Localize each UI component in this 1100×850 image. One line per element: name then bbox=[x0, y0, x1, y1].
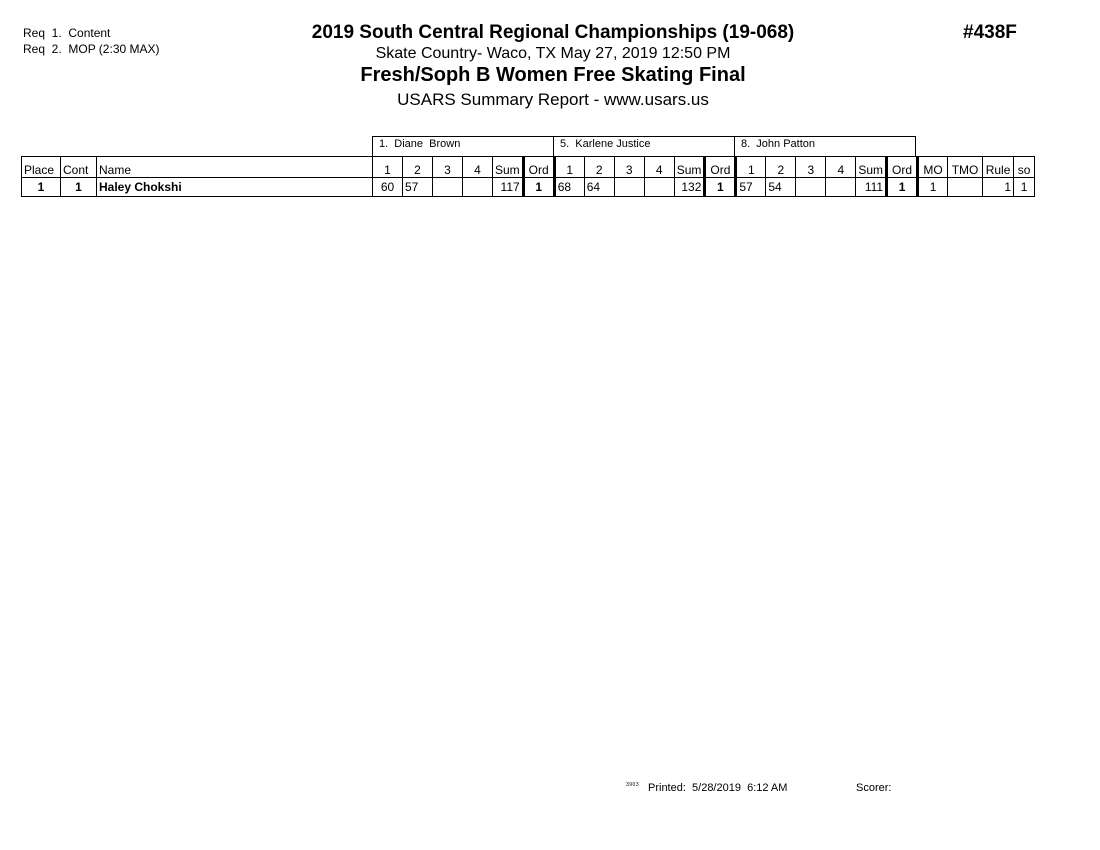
col-place: Place bbox=[22, 157, 61, 178]
judge-header-3: 8. John Patton bbox=[734, 136, 916, 156]
col-mo: MO bbox=[918, 157, 948, 178]
cell-tmo bbox=[948, 178, 983, 197]
cell-j2-ord: 1 bbox=[705, 178, 736, 197]
cell-j2-score2: 64 bbox=[584, 178, 614, 197]
cell-j3-ord: 1 bbox=[887, 178, 918, 197]
col-so: so bbox=[1014, 157, 1035, 178]
cell-j1-sum: 117 bbox=[493, 178, 524, 197]
cell-j1-score3 bbox=[433, 178, 463, 197]
col-j3-score3: 3 bbox=[796, 157, 826, 178]
cell-j3-score4 bbox=[826, 178, 856, 197]
requirements-list bbox=[23, 25, 160, 57]
col-j1-score1: 1 bbox=[373, 157, 403, 178]
report-name: USARS Summary Report - www.usars.us bbox=[397, 90, 709, 109]
cell-rule: 1 bbox=[983, 178, 1014, 197]
cell-j3-score3 bbox=[796, 178, 826, 197]
cell-j1-ord: 1 bbox=[523, 178, 554, 197]
col-j2-ord: Ord bbox=[705, 157, 736, 178]
judge-header-2: 5. Karlene Justice bbox=[553, 136, 735, 156]
requirement-item: Req 2. MOP (2:30 MAX) bbox=[23, 42, 160, 56]
col-j1-ord: Ord bbox=[523, 157, 554, 178]
col-rule: Rule bbox=[983, 157, 1014, 178]
venue-date: Skate Country- Waco, TX May 27, 2019 12:50 PM bbox=[375, 45, 731, 62]
cell-cont: 1 bbox=[61, 178, 97, 197]
cell-j2-score1: 68 bbox=[554, 178, 584, 197]
summary-table bbox=[21, 156, 1035, 197]
col-j2-score2: 2 bbox=[584, 157, 614, 178]
col-j3-score2: 2 bbox=[766, 157, 796, 178]
col-j3-ord: Ord bbox=[887, 157, 918, 178]
cell-j2-score3 bbox=[614, 178, 644, 197]
table-row bbox=[22, 178, 1035, 197]
table-header-row bbox=[22, 157, 1035, 178]
requirement-item: Req 1. Content bbox=[23, 26, 111, 40]
cell-j3-score2: 54 bbox=[766, 178, 796, 197]
col-j3-score1: 1 bbox=[736, 157, 766, 178]
col-j1-score2: 2 bbox=[403, 157, 433, 178]
cell-so: 1 bbox=[1014, 178, 1035, 197]
col-j2-score4: 4 bbox=[644, 157, 674, 178]
cell-mo: 1 bbox=[918, 178, 948, 197]
col-j2-sum: Sum bbox=[674, 157, 705, 178]
col-j2-score3: 3 bbox=[614, 157, 644, 178]
cell-j2-score4 bbox=[644, 178, 674, 197]
page-title: Fresh/Soph B Women Free Skating Final bbox=[360, 64, 746, 86]
cell-place: 1 bbox=[22, 178, 61, 197]
cell-j2-sum: 132 bbox=[674, 178, 705, 197]
cell-name: Haley Chokshi bbox=[97, 178, 373, 197]
judge-header-1: 1. Diane Brown bbox=[372, 136, 554, 156]
cell-j1-score2: 57 bbox=[403, 178, 433, 197]
cell-j1-score4 bbox=[463, 178, 493, 197]
event-title: 2019 South Central Regional Championships (19-068) bbox=[311, 22, 795, 43]
printed-timestamp: Printed: 5/28/2019 6:12 AM bbox=[648, 782, 788, 794]
col-j1-score4: 4 bbox=[463, 157, 493, 178]
col-j3-sum: Sum bbox=[856, 157, 887, 178]
event-number: #438F bbox=[963, 22, 1017, 43]
footer-code: 3903 bbox=[626, 782, 640, 788]
cell-j3-score1: 57 bbox=[736, 178, 766, 197]
col-j1-sum: Sum bbox=[493, 157, 524, 178]
cell-j3-sum: 111 bbox=[856, 178, 887, 197]
cell-j1-score1: 60 bbox=[373, 178, 403, 197]
scorer-label: Scorer: bbox=[856, 782, 892, 794]
col-j1-score3: 3 bbox=[433, 157, 463, 178]
col-j2-score1: 1 bbox=[554, 157, 584, 178]
col-tmo: TMO bbox=[948, 157, 983, 178]
col-cont: Cont bbox=[61, 157, 97, 178]
col-j3-score4: 4 bbox=[826, 157, 856, 178]
col-name: Name bbox=[97, 157, 373, 178]
